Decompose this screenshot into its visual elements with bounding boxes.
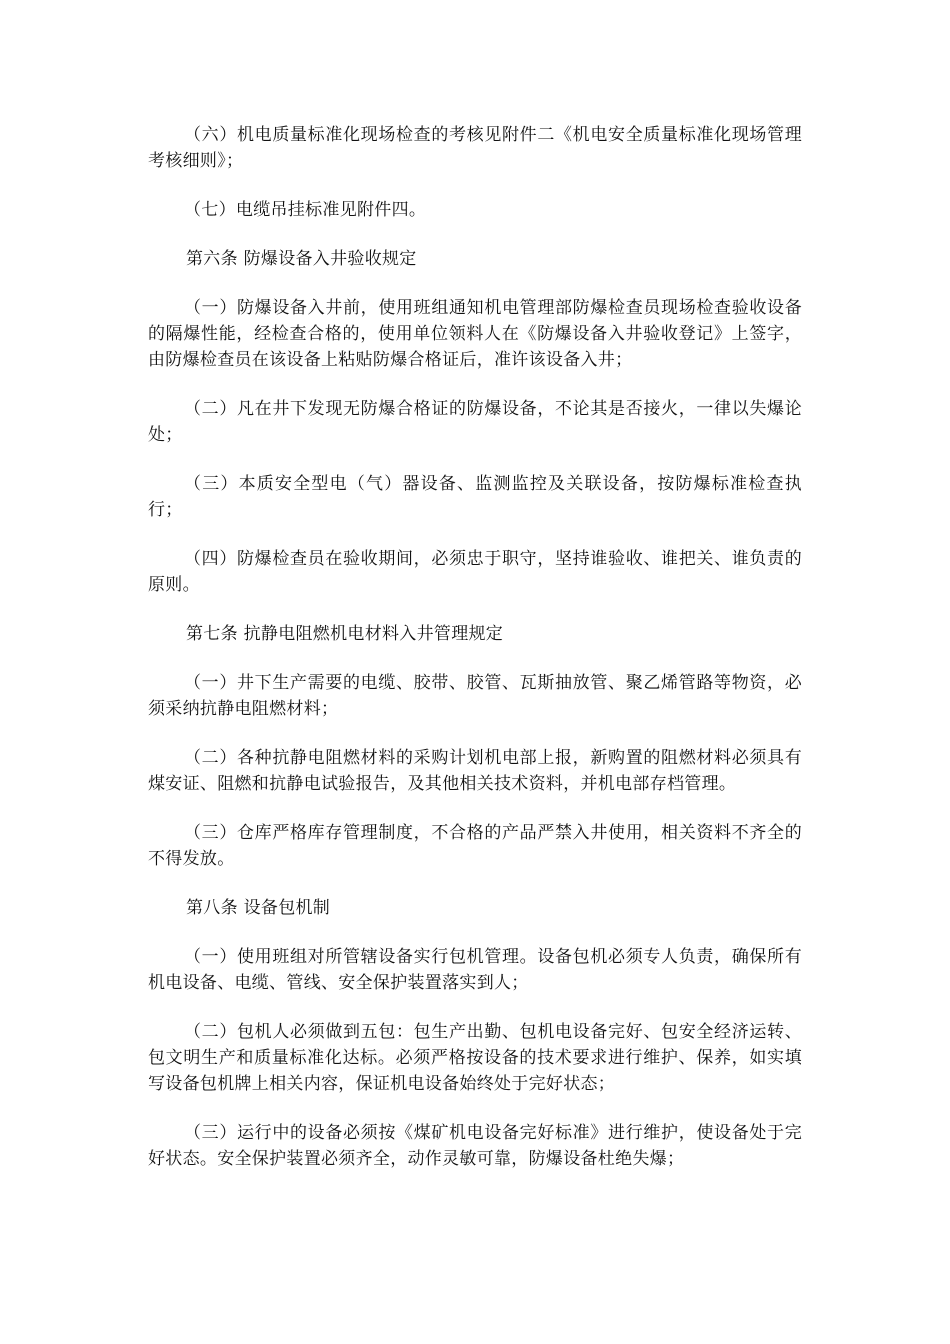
article-heading: 第八条 设备包机制 xyxy=(186,898,331,918)
document-page xyxy=(148,122,802,1195)
paragraph-item: （七）电缆吊挂标准见附件四。 xyxy=(184,200,427,220)
paragraph-item: （一）使用班组对所管辖设备实行包机管理。设备包机必须专人负责，确保所有机电设备、电缆、管线、安全保护装置落实到人； xyxy=(148,947,802,993)
paragraph-item: （一）防爆设备入井前，使用班组通知机电管理部防爆检查员现场检查验收设备的隔爆性能，经检查合格的，使用单位领料人在《防爆设备入井验收登记》上签字，由防爆检查员在该设备上粘贴防爆合格证后，准许该设备入井； xyxy=(148,298,802,370)
paragraph-item: （三）本质安全型电（气）器设备、监测监控及关联设备，按防爆标准检查执行； xyxy=(148,474,802,520)
paragraph-item: （二）包机人必须做到五包：包生产出勤、包机电设备完好、包安全经济运转、包文明生产和质量标准化达标。必须严格按设备的技术要求进行维护、保养，如实填写设备包机牌上相关内容，保证机电设备始终处于完好状态； xyxy=(148,1022,802,1094)
paragraph-item: （一）井下生产需要的电缆、胶带、胶管、瓦斯抽放管、聚乙烯管路等物资，必须采纳抗静电阻燃材料； xyxy=(148,673,802,719)
article-heading: 第六条 防爆设备入井验收规定 xyxy=(186,249,417,269)
paragraph-item: （二）凡在井下发现无防爆合格证的防爆设备，不论其是否接火，一律以失爆论处； xyxy=(148,399,802,445)
paragraph-item: （四）防爆检查员在验收期间，必须忠于职守，坚持谁验收、谁把关、谁负责的原则。 xyxy=(148,549,802,595)
paragraph-item: （二）各种抗静电阻燃材料的采购计划机电部上报，新购置的阻燃材料必须具有煤安证、阻燃和抗静电试验报告，及其他相关技术资料，并机电部存档管理。 xyxy=(148,748,802,794)
paragraph-item: （六）机电质量标准化现场检查的考核见附件二《机电安全质量标准化现场管理考核细则》； xyxy=(148,125,802,171)
paragraph-item: （三）运行中的设备必须按《煤矿机电设备完好标准》进行维护，使设备处于完好状态。安全保护装置必须齐全，动作灵敏可靠，防爆设备杜绝失爆； xyxy=(148,1123,802,1169)
paragraph-item: （三）仓库严格库存管理制度，不合格的产品严禁入井使用，相关资料不齐全的不得发放。 xyxy=(148,823,802,869)
article-heading: 第七条 抗静电阻燃机电材料入井管理规定 xyxy=(186,624,504,644)
